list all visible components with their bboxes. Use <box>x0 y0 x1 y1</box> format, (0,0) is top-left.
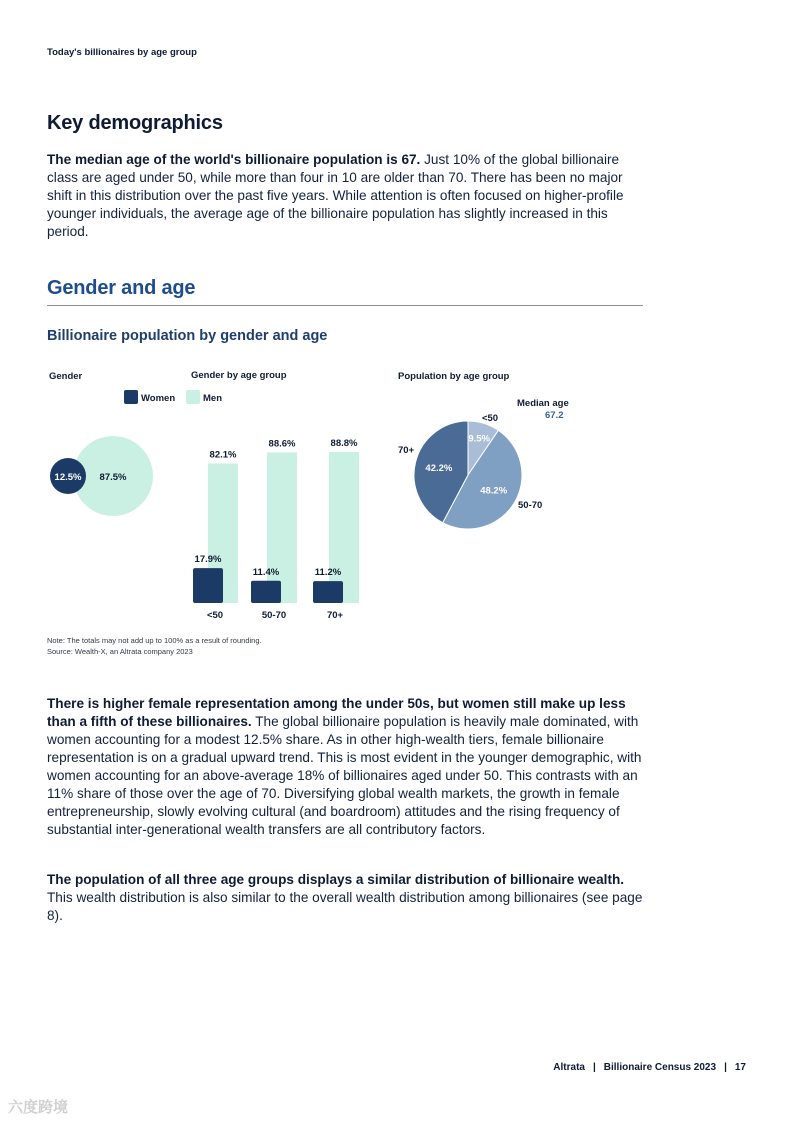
bar-label-men-1: 88.6% <box>268 438 296 450</box>
median-age-value: 67.2 <box>545 410 564 421</box>
gender-by-age-chart-title: Gender by age group <box>191 370 287 381</box>
pie-value-label-2: 42.2% <box>425 462 453 474</box>
population-by-age-chart-title: Population by age group <box>398 371 510 382</box>
bar-label-women-1: 11.4% <box>252 566 280 578</box>
running-header: Today's billionaires by age group <box>47 47 197 58</box>
gender-chart-title: Gender <box>49 371 83 382</box>
key-demographics-body: Just 10% of the global billionaire class are aged under 50, while more than four in 10 are older than 70. There has been no major shift in this distribution over the past five years. While attention is often focused on higher-profile younger individuals, the average age of the billionaire population has slightly increased in this period. <box>47 152 624 239</box>
gender-paragraph-lead: There is higher female representation among the under 50s, but women still make up less than a fifth of these billionaires. <box>47 696 626 729</box>
section-heading-gender-and-age: Gender and age <box>47 277 196 299</box>
median-age-label: Median age <box>517 398 569 409</box>
pie-value-label-0: 9.5% <box>468 433 491 445</box>
bar-men-1 <box>267 452 297 603</box>
bar-women-1 <box>251 581 281 603</box>
footer-report-name: Billionaire Census 2023 <box>603 1062 717 1073</box>
gender-women-label: 12.5% <box>54 472 82 483</box>
key-demographics-lead: The median age of the world's billionaire population is 67. <box>47 152 421 167</box>
wealth-distribution-lead: The population of all three age groups displays a similar distribution of billionaire wealth. <box>47 872 625 887</box>
bar-label-women-2: 11.2% <box>314 567 342 579</box>
section-heading-key-demographics: Key demographics <box>47 112 223 134</box>
bar-chart <box>193 438 359 621</box>
pie-category-label-under-50: <50 <box>481 413 499 424</box>
footer-brand: Altrata <box>553 1062 585 1073</box>
chart-source: Source: Wealth-X, an Altrata company 2023 <box>47 647 193 656</box>
bar-women-2 <box>313 581 343 603</box>
pie-category-label-50-70: 50-70 <box>518 500 543 511</box>
pie-value-label-1: 48.2% <box>480 485 508 497</box>
bar-label-men-2: 88.8% <box>330 438 358 450</box>
footer-separator: | <box>592 1062 596 1073</box>
legend-label-women: Women <box>141 393 176 404</box>
wealth-distribution-body: This wealth distribution is also similar to the overall wealth distribution among billionaires (see page 8). <box>47 890 643 923</box>
footer-separator: | <box>724 1062 727 1073</box>
pie-category-label-70-plus: 70+ <box>398 445 415 456</box>
wealth-distribution-paragraph <box>47 871 647 925</box>
bar-women-0 <box>193 568 223 603</box>
watermark: 六度跨境 <box>8 1099 69 1116</box>
chart-note: Note: The totals may not add up to 100% as a result of rounding. <box>47 636 262 645</box>
legend-label-men: Men <box>203 393 222 404</box>
age-pie-chart <box>414 421 522 529</box>
bar-label-men-0: 82.1% <box>209 449 237 461</box>
bar-category-label-1: 50-70 <box>261 610 287 621</box>
footer-page-number: 17 <box>734 1062 746 1073</box>
gender-men-label: 87.5% <box>99 472 127 483</box>
chart-title: Billionaire population by gender and age <box>47 328 328 344</box>
bar-category-label-0: <50 <box>206 610 224 621</box>
gender-paragraph-body: The global billionaire population is heavily male dominated, with women accounting for a modest 12.5% share. As in other high-wealth tiers, female billionaire representation is on a gradual upward trend. This is most evident in the younger demographic, with women accounting for an above-average 18% of billionaires aged under 50. This contrasts with an 11% share of those over the age of 70. Diversifying global wealth markets, the growth in female entrepreneurship, slowly evolving cultural (and boardroom) attitudes and the rising frequency of substantial inter-generational wealth transfers are all contributory factors. <box>47 714 642 837</box>
bar-category-label-2: 70+ <box>326 610 344 621</box>
bar-men-2 <box>329 452 359 603</box>
gender-paragraph <box>47 695 647 839</box>
page-footer <box>553 1062 746 1073</box>
bar-label-women-0: 17.9% <box>194 554 222 566</box>
